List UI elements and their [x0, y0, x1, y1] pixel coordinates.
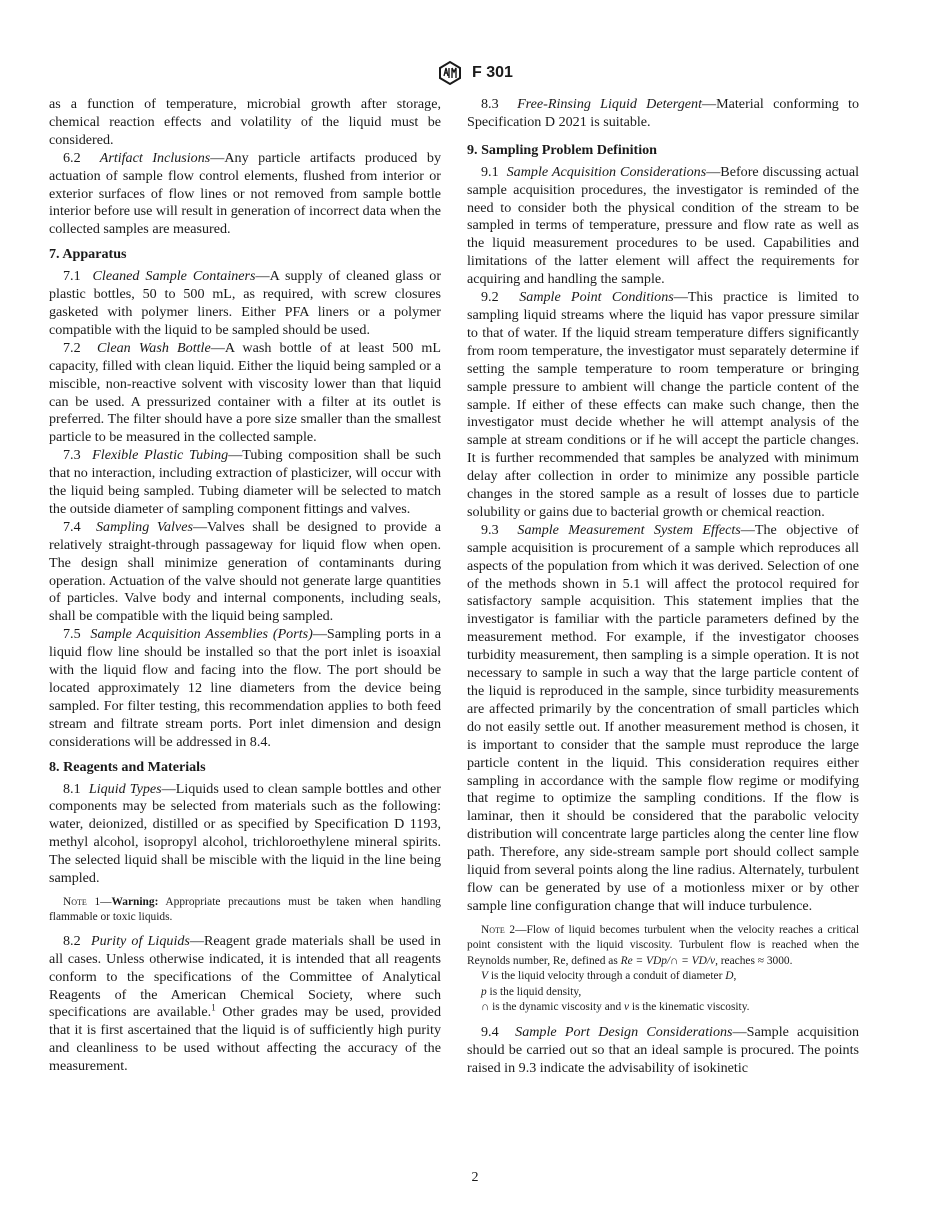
paragraph-8-2: 8.2 Purity of Liquids—Reagent grade materials shall be used in all cases. Unless otherwise indicated, it is intended that all reagents conform to the specifications of the Committee of Analytical Reagents of the American Chemical Society, where such specifications are available.$^1$ Other grades may be used, provided that it is first ascertained that the liquid is of sufficiently high purity and cleanliness to be used without affecting the accuracy of the measurement. [49, 932, 441, 1075]
definition-line: V is the liquid velocity through a conduit of diameter D, [481, 970, 737, 982]
page-number: 2 [471, 1170, 479, 1185]
section-heading-7: 7. Apparatus [49, 246, 127, 263]
paragraph-intro: as a function of temperature, microbial growth after storage, chemical reaction effects and volatility of the liquid must be considered. [49, 96, 441, 148]
note-2: Note 2—Flow of liquid becomes turbulent when the velocity reaches a critical point consistent with the liquid viscosity. Turbulent flow is reached when the Reynolds number, Re, defined as Re = VDp/∩ = VD/v, reaches ≈ 3000. [467, 923, 859, 967]
paragraph-7-4: 7.4 Sampling Valves—Valves shall be designed to provide a relatively straight-through passageway for liquid flow when open. The design shall minimize generation of contaminants during operation. Actuation of the valve should not generate large quantities of particles. Valve body and internal components, including seals, shall be compatible with the liquid being sampled. [49, 518, 441, 625]
definition-line: p is the liquid density, [481, 985, 582, 998]
paragraph-6-2: 6.2 Artifact Inclusions—Any particle artifacts produced by actuation of sample flow control elements, flushed from interior or exterior surfaces of flow lines or not removed from sample bottle interior before use will result in generation of incorrect data when the collected samples are measured. [49, 149, 441, 238]
section-heading-8: 8. Reagents and Materials [49, 758, 206, 775]
definition-line: ∩ is the dynamic viscosity and v is the kinematic viscosity. [481, 1001, 750, 1014]
paragraph-9-1: 9.1 Sample Acquisition Considerations—Before discussing actual sample acquisition procedures, the investigator is reminded of the need to consider both the physical condition of the stream to be sampled in terms of temperature, pressure and flow rate as well as the liquid measurement procedures to be used. Capabilities and limitations of the latter element will affect the requirements for acquiring and handling the sample. [467, 163, 860, 288]
right-column [467, 96, 859, 1078]
paragraph-7-1: 7.1 Cleaned Sample Containers—A supply of cleaned glass or plastic bottles, 50 to 500 mL, as required, with screw closures gasketed with polymer liners. Either PFA liners or a polymer compatible with the liquid to be sampled should be used. [49, 268, 442, 338]
note-1: Note 1—Warning: Appropriate precautions must be taken when handling flammable or toxic liquids. [49, 895, 441, 924]
paragraph-7-3: 7.3 Flexible Plastic Tubing—Tubing composition shall be such that no interaction, including extraction of plasticizer, will occur with the liquid being sampled. Tubing diameter will be selected to match the outside diameter of sampling component fittings and valves. [49, 447, 442, 517]
paragraph-9-4: 9.4 Sample Port Design Considerations—Sample acquisition should be carried out so that an ideal sample is procured. The points raised in 9.3 indicate the advisability of isokinetic [467, 1023, 860, 1076]
paragraph-9-2: 9.2 Sample Point Conditions—This practice is limited to sampling liquid streams where the liquid has vapor pressure similar to that of water. If the liquid stream temperature differs significantly from room temperature, the investigator must separately determine if setting the sample temperature to room temperature or bringing sample pressure to ambient will change the particle content of the sample. If either of these effects can make such change, then the investigator must decide whether he will attempt analysis of the sample at stream conditions or if he will accept the particle changes. It is further recommended that samples be analyzed with minimum delay after collection in order to minimize any possible particle changes in the stored sample as a result of losses due to particle solubility or gains due to bacterial growth or chemical reaction. [467, 289, 859, 520]
paragraph-8-1: 8.1 Liquid Types—Liquids used to clean sample bottles and other components may be selected from materials such as the following: water, deionized, distilled or as specified by Specification D 1193, methyl alcohol, isopropyl alcohol, trichloroethylene mineral spirits. The selected liquid shall be miscible with the liquid in the line being sampled. [49, 780, 442, 887]
paragraph-7-2: 7.2 Clean Wash Bottle—A wash bottle of at least 500 mL capacity, filled with clean liquid. Either the liquid being sampled or a miscible, non-reactive solvent with viscosity lower than that liquid can be used. A pressurized container with a filter at its outlet is preferred. The filter should have a pore size smaller than the smallest particle to be measured in the collected sample. [49, 339, 442, 446]
section-heading-9: 9. Sampling Problem Definition [467, 141, 658, 158]
left-column [49, 96, 441, 1076]
paragraph-9-3: 9.3 Sample Measurement System Effects—The objective of sample acquisition is procurement of a sample which reproduces all aspects of the population from which it was derived. Selection of one of the methods shown in 5.1 will affect the protocol required for satisfactory sample acquisition. This statement implies that the investigator is familiar with the particle parameters defined by the measurement method. For example, if the investigator chooses turbidity measurement, then sampling is a simple operation. It is not necessary to sample in such a way that the large particle content of the liquid is reproduced in the sample, since turbidity measurements are affected primarily by the concentration of small particles which do not easily settle out. If another measurement method is chosen, it is important to consider that the sample must reproduce the large particle content in the liquid. This consideration requires either sampling in accordance with the sample flow regime or modifying that regime to optimize the sampling conditions. If the flow is laminar, then it should be considered that the parabolic velocity distribution will concentrate large particles along the center line flow path. Therefore, any side-stream sample port should collect sample liquid from several points along the line radius. Alternately, turbulent flow can be generated by use of a motionless mixer or by other sample line configuration change that will induce turbulence. [467, 521, 859, 914]
paragraph-8-3: 8.3 Free-Rinsing Liquid Detergent—Material conforming to Specification D 2021 is suitable. [467, 96, 860, 130]
footnote-ref: 1 [211, 1002, 216, 1013]
page-header [0, 60, 950, 86]
astm-logo-icon [437, 60, 463, 86]
paragraph-7-5: 7.5 Sample Acquisition Assemblies (Ports)—Sampling ports in a liquid flow line should be installed so that the port inlet is isoaxial with the liquid flow and facing into the flow. The port should be located approximately 12 line diameters from the device being sampled. For filter testing, this recommendation applies to both feed stream and filtrate stream ports. Port inlet dimension and design considerations will be addressed in 8.4. [49, 626, 442, 750]
standard-code: F 301 [472, 64, 513, 81]
